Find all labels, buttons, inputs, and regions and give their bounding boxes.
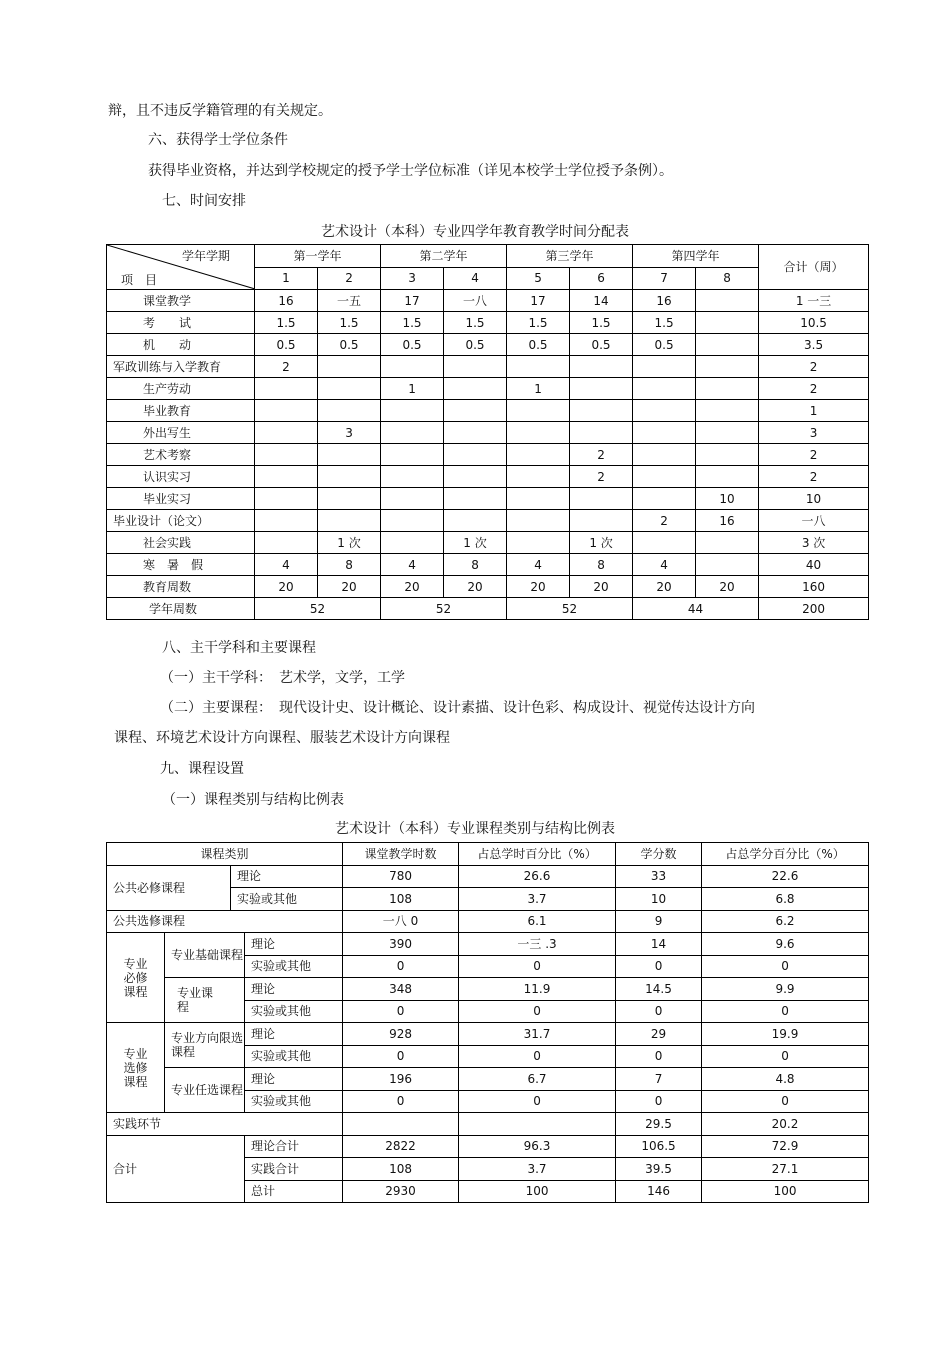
table-cell	[633, 466, 696, 488]
table-cell	[444, 510, 507, 532]
table-cell: 16	[255, 290, 318, 312]
table-cell: 17	[507, 290, 570, 312]
table-cell: 1 次	[570, 532, 633, 554]
table-row	[107, 334, 869, 356]
type-label: 实验或其他	[245, 1090, 343, 1113]
table-cell: 780	[343, 865, 459, 888]
table-cell: 2930	[343, 1180, 459, 1203]
table-cell: 14	[616, 933, 702, 956]
type-label: 理论	[245, 933, 343, 956]
table-cell: 4	[507, 554, 570, 576]
table-cell	[507, 400, 570, 422]
table-cell: 8	[318, 554, 381, 576]
year-header: 第一学年	[255, 245, 381, 268]
table-cell: 0	[616, 1090, 702, 1113]
table-cell: 100	[459, 1180, 616, 1203]
type-label: 理论合计	[245, 1135, 343, 1158]
table-cell: 2	[570, 444, 633, 466]
table-cell: 19.9	[702, 1023, 869, 1046]
table-cell	[255, 378, 318, 400]
table-row	[107, 378, 869, 400]
table-cell: 0	[616, 955, 702, 978]
table-cell	[255, 444, 318, 466]
time-allocation-table	[106, 244, 869, 620]
table-cell: 22.6	[702, 865, 869, 888]
table-cell	[459, 1113, 616, 1136]
table-cell	[507, 444, 570, 466]
table-cell: 0	[702, 955, 869, 978]
table-cell	[507, 488, 570, 510]
table-cell: 96.3	[459, 1135, 616, 1158]
row-label: 艺术考察	[107, 444, 255, 466]
table-row	[107, 312, 869, 334]
table-cell	[507, 532, 570, 554]
category-label: 实践环节	[107, 1113, 343, 1136]
row-total: 2	[759, 356, 869, 378]
table-cell	[444, 466, 507, 488]
category-label: 公共选修课程	[107, 910, 343, 933]
table-cell: 52	[507, 598, 633, 620]
table-cell: 0	[459, 1000, 616, 1023]
table-cell	[444, 378, 507, 400]
table-cell: 0	[459, 1090, 616, 1113]
table-cell: 39.5	[616, 1158, 702, 1181]
table-cell: 8	[570, 554, 633, 576]
corner-top-label: 学年学期	[181, 249, 230, 263]
table-row	[107, 554, 869, 576]
table-cell: 0	[459, 955, 616, 978]
table-cell: 4.8	[702, 1068, 869, 1091]
table-cell: 20	[381, 576, 444, 598]
table-cell	[255, 466, 318, 488]
category-label: 合计	[107, 1135, 245, 1203]
table-cell	[318, 378, 381, 400]
table-cell: 196	[343, 1068, 459, 1091]
table-cell: 72.9	[702, 1135, 869, 1158]
table-cell	[696, 532, 759, 554]
column-header: 学分数	[616, 843, 702, 866]
table-cell	[633, 444, 696, 466]
row-label: 毕业设计（论文）	[107, 510, 255, 532]
table-cell: 16	[633, 290, 696, 312]
table-cell: 一三 .3	[459, 933, 616, 956]
table-cell	[343, 1113, 459, 1136]
table-cell	[633, 400, 696, 422]
table-cell: 200	[759, 598, 869, 620]
table-cell: 1	[507, 378, 570, 400]
table1-caption: 艺术设计（本科）专业四学年教育教学时间分配表	[321, 224, 629, 240]
table-cell: 9.6	[702, 933, 869, 956]
table-cell	[255, 532, 318, 554]
table-cell: 0	[702, 1090, 869, 1113]
table-cell: 33	[616, 865, 702, 888]
paragraph: （一）课程类别与结构比例表	[162, 792, 344, 808]
paragraph: （一）主干学科： 艺术学，文学，工学	[160, 670, 405, 686]
table-cell: 9	[616, 910, 702, 933]
row-total: 10	[759, 488, 869, 510]
row-label: 寒 暑 假	[107, 554, 255, 576]
course-structure-table	[106, 842, 869, 1203]
type-label: 理论	[245, 1023, 343, 1046]
table-cell	[255, 400, 318, 422]
table-cell: 14.5	[616, 978, 702, 1001]
subcategory-label: 专业课程	[165, 978, 245, 1023]
type-label: 实验或其他	[245, 1045, 343, 1068]
table-cell: 52	[381, 598, 507, 620]
table-cell	[633, 422, 696, 444]
row-total: 1 一三	[759, 290, 869, 312]
table-cell	[444, 444, 507, 466]
subcategory-label: 专业任选课程	[165, 1068, 245, 1113]
table-cell: 4	[633, 554, 696, 576]
table-cell	[696, 554, 759, 576]
table-cell	[318, 466, 381, 488]
table-cell	[570, 510, 633, 532]
table-cell: 6.2	[702, 910, 869, 933]
table-row	[107, 466, 869, 488]
table-cell: 1.5	[255, 312, 318, 334]
table-cell	[381, 422, 444, 444]
table-cell	[318, 510, 381, 532]
table-cell: 27.1	[702, 1158, 869, 1181]
table-cell	[255, 422, 318, 444]
category-label: 专业选修课程	[107, 1023, 165, 1113]
table-cell: 20	[255, 576, 318, 598]
table-row	[107, 576, 869, 598]
table-cell	[570, 488, 633, 510]
table-cell	[507, 466, 570, 488]
row-label: 外出写生	[107, 422, 255, 444]
table-cell	[381, 466, 444, 488]
table-cell	[633, 356, 696, 378]
column-header: 课程类别	[107, 843, 343, 866]
table-cell: 0	[343, 955, 459, 978]
table-cell: 0	[616, 1045, 702, 1068]
row-total: 一八	[759, 510, 869, 532]
table-cell: 1 次	[444, 532, 507, 554]
row-label: 课堂教学	[107, 290, 255, 312]
table-cell: 0	[343, 1000, 459, 1023]
table-cell: 29	[616, 1023, 702, 1046]
table-row	[107, 422, 869, 444]
table-cell: 0	[459, 1045, 616, 1068]
row-total: 3.5	[759, 334, 869, 356]
row-total: 3	[759, 422, 869, 444]
table-cell: 20	[633, 576, 696, 598]
type-label: 理论	[231, 865, 343, 888]
table-cell: 0.5	[444, 334, 507, 356]
table-row	[107, 400, 869, 422]
semester-header: 6	[570, 267, 633, 290]
table-cell	[570, 356, 633, 378]
row-total: 2	[759, 466, 869, 488]
table-row	[107, 290, 869, 312]
table-cell	[696, 356, 759, 378]
table-cell: 52	[255, 598, 381, 620]
table-cell	[381, 356, 444, 378]
subcategory-label: 专业基础课程	[165, 933, 245, 978]
paragraph: 课程、环境艺术设计方向课程、服装艺术设计方向课程	[114, 730, 450, 746]
table-cell: 20	[507, 576, 570, 598]
row-label: 考 试	[107, 312, 255, 334]
row-label: 认识实习	[107, 466, 255, 488]
subcategory-label: 专业方向限选课程	[165, 1023, 245, 1068]
table-cell	[255, 510, 318, 532]
table-cell: 2	[633, 510, 696, 532]
type-label: 理论	[245, 978, 343, 1001]
row-total: 1	[759, 400, 869, 422]
table-cell	[696, 422, 759, 444]
column-header: 课堂教学时数	[343, 843, 459, 866]
table-cell: 1.5	[570, 312, 633, 334]
table-cell	[696, 466, 759, 488]
table-cell: 1.5	[633, 312, 696, 334]
row-label: 教育周数	[107, 576, 255, 598]
table-cell: 0	[343, 1090, 459, 1113]
table-cell	[444, 356, 507, 378]
table-cell: 0.5	[381, 334, 444, 356]
category-label: 专业必修课程	[107, 933, 165, 1023]
table-cell: 一八 0	[343, 910, 459, 933]
table-cell: 14	[570, 290, 633, 312]
table-cell: 一五	[318, 290, 381, 312]
row-label: 机 动	[107, 334, 255, 356]
table-cell: 6.7	[459, 1068, 616, 1091]
table-cell: 146	[616, 1180, 702, 1203]
year-header: 第四学年	[633, 245, 759, 268]
table-cell: 108	[343, 888, 459, 911]
row-total: 10.5	[759, 312, 869, 334]
semester-header: 2	[318, 267, 381, 290]
table-cell	[696, 400, 759, 422]
year-header: 第二学年	[381, 245, 507, 268]
table-cell: 3.7	[459, 888, 616, 911]
table-cell: 20	[570, 576, 633, 598]
table-row	[107, 356, 869, 378]
table-cell: 10	[616, 888, 702, 911]
table-cell	[570, 422, 633, 444]
table-cell: 1.5	[507, 312, 570, 334]
table-cell: 6.1	[459, 910, 616, 933]
table-cell: 10	[696, 488, 759, 510]
table-cell: 0.5	[507, 334, 570, 356]
table-cell	[381, 510, 444, 532]
table-cell: 2	[570, 466, 633, 488]
table-cell: 0	[616, 1000, 702, 1023]
table-cell: 348	[343, 978, 459, 1001]
table-cell: 26.6	[459, 865, 616, 888]
section-heading-7: 七、时间安排	[162, 193, 246, 209]
row-total: 2	[759, 378, 869, 400]
table-cell: 106.5	[616, 1135, 702, 1158]
table-row	[107, 488, 869, 510]
table-cell	[633, 378, 696, 400]
table-cell	[381, 400, 444, 422]
table-cell: 6.8	[702, 888, 869, 911]
type-label: 实验或其他	[245, 1000, 343, 1023]
table-cell	[507, 356, 570, 378]
semester-header: 7	[633, 267, 696, 290]
table-cell	[444, 488, 507, 510]
table-cell: 1 次	[318, 532, 381, 554]
paragraph: 获得毕业资格，并达到学校规定的授予学士学位标准（详见本校学士学位授予条例）。	[148, 163, 673, 179]
table-cell: 29.5	[616, 1113, 702, 1136]
table-cell: 31.7	[459, 1023, 616, 1046]
table-cell: 2	[255, 356, 318, 378]
table-cell: 20	[444, 576, 507, 598]
semester-header: 1	[255, 267, 318, 290]
table-cell: 0	[343, 1045, 459, 1068]
type-label: 总计	[245, 1180, 343, 1203]
table-cell: 2822	[343, 1135, 459, 1158]
table-cell: 20	[696, 576, 759, 598]
table-cell: 0.5	[255, 334, 318, 356]
table-cell	[318, 444, 381, 466]
table-row	[107, 532, 869, 554]
table-row	[107, 444, 869, 466]
table-cell: 928	[343, 1023, 459, 1046]
paragraph: 辩，且不违反学籍管理的有关规定。	[108, 103, 332, 119]
semester-header: 4	[444, 267, 507, 290]
table-cell	[507, 510, 570, 532]
row-label: 学年周数	[107, 598, 255, 620]
table-cell	[318, 356, 381, 378]
table-cell	[444, 400, 507, 422]
table-cell	[633, 488, 696, 510]
type-label: 理论	[245, 1068, 343, 1091]
year-header: 第三学年	[507, 245, 633, 268]
type-label: 实验或其他	[245, 955, 343, 978]
table-cell: 3.7	[459, 1158, 616, 1181]
table-cell: 16	[696, 510, 759, 532]
table-cell: 3	[318, 422, 381, 444]
semester-header: 8	[696, 267, 759, 290]
row-total: 3 次	[759, 532, 869, 554]
table-cell	[570, 378, 633, 400]
table-cell: 1.5	[381, 312, 444, 334]
table-cell: 0.5	[318, 334, 381, 356]
table-cell	[696, 290, 759, 312]
table-cell: 100	[702, 1180, 869, 1203]
corner-bottom-label: 项 目	[121, 273, 158, 287]
table-cell: 1	[381, 378, 444, 400]
table-cell: 44	[633, 598, 759, 620]
table-cell	[570, 400, 633, 422]
table-cell: 1.5	[444, 312, 507, 334]
table-cell	[696, 378, 759, 400]
table-cell	[696, 312, 759, 334]
section-heading-6: 六、获得学士学位条件	[148, 132, 288, 148]
type-label: 实践合计	[245, 1158, 343, 1181]
table-cell: 4	[255, 554, 318, 576]
table2-caption: 艺术设计（本科）专业课程类别与结构比例表	[335, 821, 615, 837]
table-cell: 1.5	[318, 312, 381, 334]
table-cell: 0	[702, 1000, 869, 1023]
row-label: 生产劳动	[107, 378, 255, 400]
table-cell	[507, 422, 570, 444]
table-cell	[696, 334, 759, 356]
total-header: 合计（周）	[759, 245, 869, 290]
type-label: 实验或其他	[231, 888, 343, 911]
section-heading-9: 九、课程设置	[160, 761, 244, 777]
table-cell: 0.5	[570, 334, 633, 356]
table-cell: 8	[444, 554, 507, 576]
table-cell	[318, 488, 381, 510]
table-cell: 17	[381, 290, 444, 312]
semester-header: 3	[381, 267, 444, 290]
table-cell	[696, 444, 759, 466]
table-cell: 0	[702, 1045, 869, 1068]
table-cell: 0.5	[633, 334, 696, 356]
table-cell: 390	[343, 933, 459, 956]
table-cell: 20.2	[702, 1113, 869, 1136]
table-cell	[255, 488, 318, 510]
table-cell	[381, 488, 444, 510]
category-label: 公共必修课程	[107, 865, 231, 910]
table-cell	[444, 422, 507, 444]
table-cell: 9.9	[702, 978, 869, 1001]
table-cell	[633, 532, 696, 554]
column-header: 占总学分百分比（%）	[702, 843, 869, 866]
paragraph: （二）主要课程： 现代设计史、设计概论、设计素描、设计色彩、构成设计、视觉传达设计方向	[160, 700, 755, 716]
row-label: 军政训练与入学教育	[107, 356, 255, 378]
table-row	[107, 510, 869, 532]
table-cell	[381, 444, 444, 466]
row-label: 社会实践	[107, 532, 255, 554]
table-cell: 11.9	[459, 978, 616, 1001]
section-heading-8: 八、主干学科和主要课程	[162, 640, 316, 656]
table-cell: 4	[381, 554, 444, 576]
table-cell: 7	[616, 1068, 702, 1091]
row-total: 40	[759, 554, 869, 576]
table-cell	[381, 532, 444, 554]
row-label: 毕业实习	[107, 488, 255, 510]
column-header: 占总学时百分比（%）	[459, 843, 616, 866]
row-total: 160	[759, 576, 869, 598]
semester-header: 5	[507, 267, 570, 290]
table-cell: 108	[343, 1158, 459, 1181]
row-total: 2	[759, 444, 869, 466]
table-cell: 20	[318, 576, 381, 598]
table-cell	[318, 400, 381, 422]
corner-header	[107, 245, 255, 290]
table-cell: 一八	[444, 290, 507, 312]
row-label: 毕业教育	[107, 400, 255, 422]
